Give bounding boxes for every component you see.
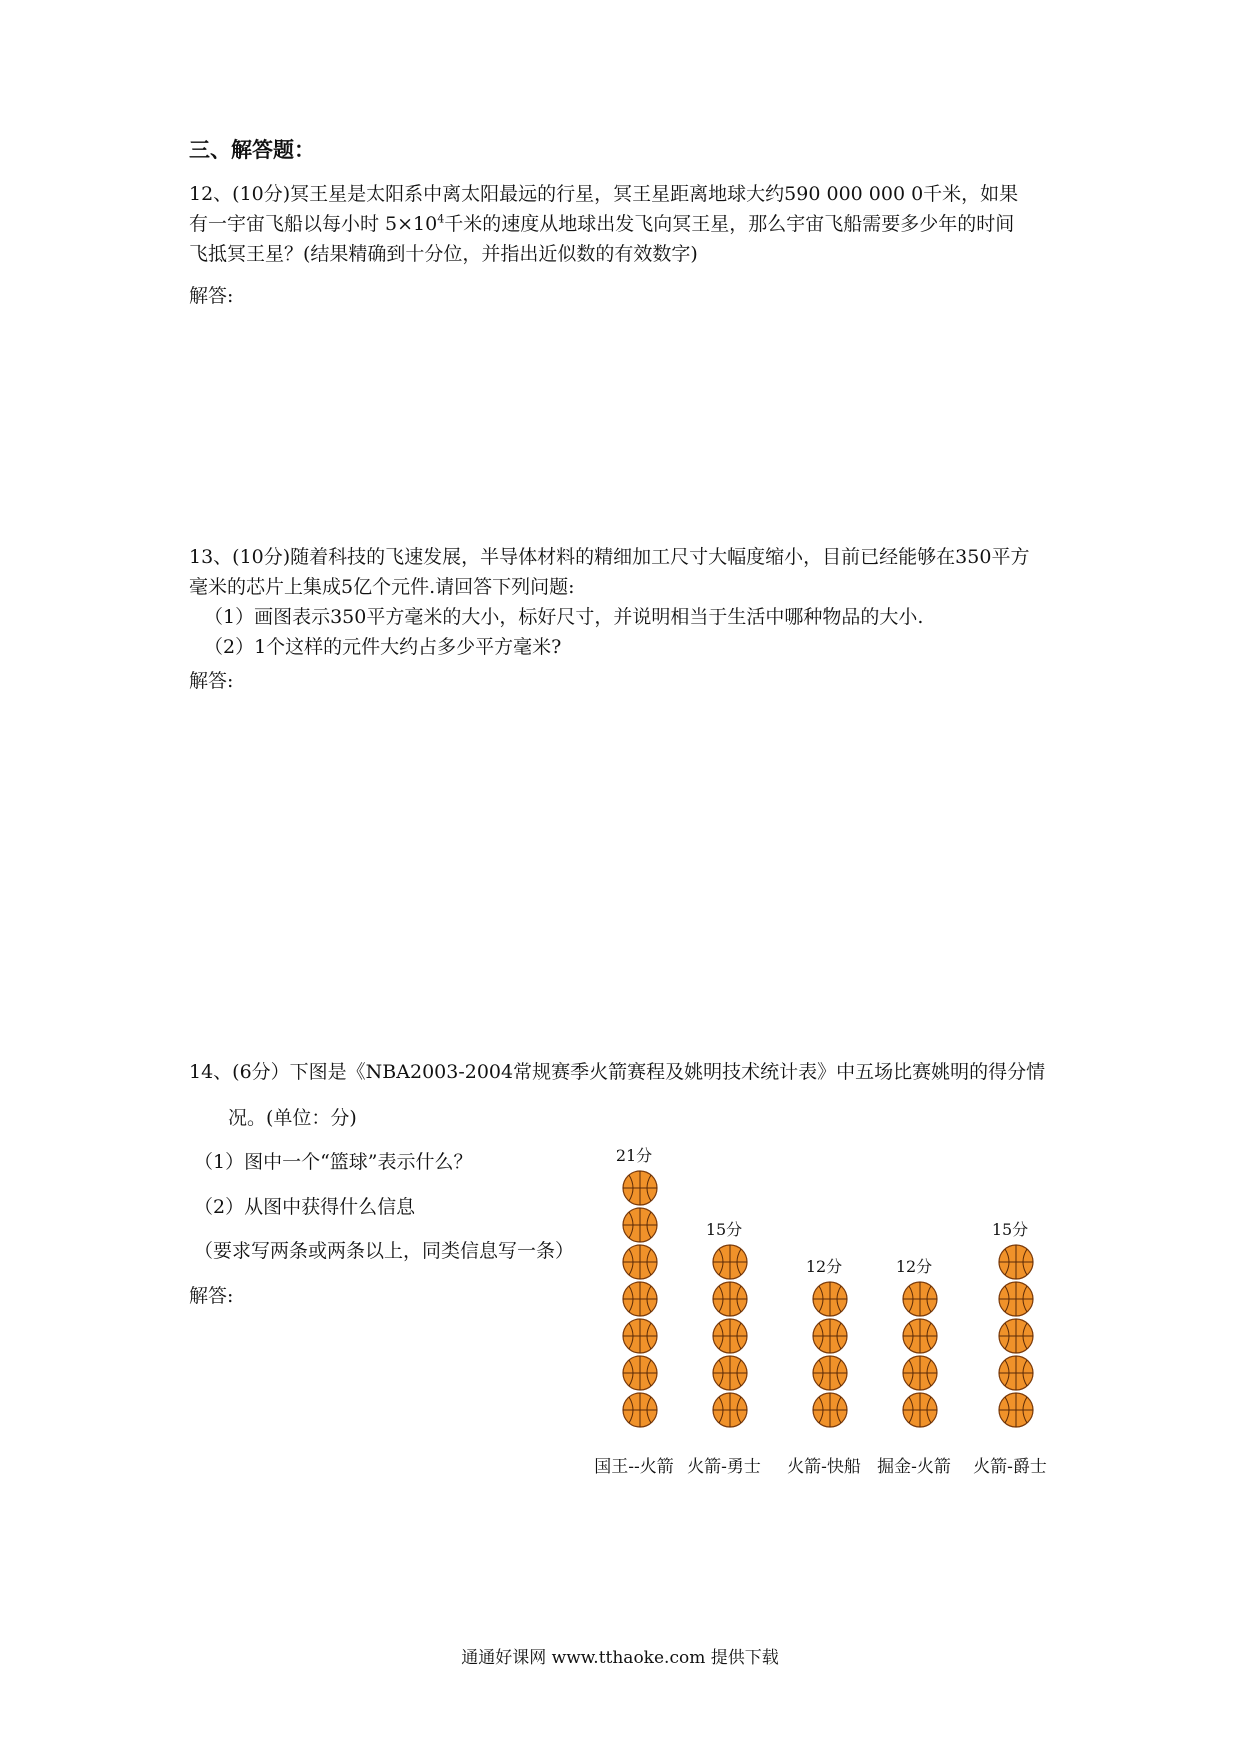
score-label: 12分 [895, 1257, 933, 1276]
q12-exponent: 4 [437, 212, 445, 226]
basketball-icon [623, 1319, 657, 1353]
q12-line3: 飞抵冥王星？(结果精确到十分位，并指出近似数的有效数字) [189, 243, 698, 265]
basketball-icon [999, 1356, 1033, 1390]
basketball-icon [813, 1356, 847, 1390]
q14-sub2: （2）从图中获得什么信息 [194, 1196, 416, 1218]
q14-answer-label: 解答: [189, 1285, 234, 1307]
basketball-icon [623, 1393, 657, 1427]
score-label: 15分 [991, 1220, 1029, 1239]
footer: 通通好课网 www.tthaoke.com 提供下载 [461, 1648, 779, 1668]
q14-line2: 况。(单位：分) [228, 1107, 357, 1129]
q13-line2: 毫米的芯片上集成5亿个元件.请回答下列问题: [189, 576, 575, 598]
q13-sub1: （1）画图表示350平方毫米的大小，标好尺寸，并说明相当于生活中哪种物品的大小. [204, 606, 924, 628]
score-label: 21分 [615, 1146, 653, 1165]
category-label: 国王--火箭 [594, 1457, 674, 1477]
q14-sub1: （1）图中一个“篮球”表示什么？ [194, 1151, 473, 1173]
basketball-icon [999, 1393, 1033, 1427]
q13-line1: 13、(10分)随着科技的飞速发展，半导体材料的精细加工尺寸大幅度缩小，目前已经能够在350平方 [189, 546, 1030, 568]
basketball-icon [999, 1245, 1033, 1279]
basketball-icon [903, 1319, 937, 1353]
q12-answer-label: 解答: [189, 285, 234, 307]
basketball-icon [813, 1319, 847, 1353]
basketball-icon [903, 1393, 937, 1427]
basketball-icon [903, 1356, 937, 1390]
q12-line1: 12、(10分)冥王星是太阳系中离太阳最远的行星，冥王星距离地球大约590 000 000 0千米，如果 [189, 183, 1019, 205]
basketball-icon [713, 1393, 747, 1427]
q13-sub2: （2）1个这样的元件大约占多少平方毫米? [204, 636, 562, 658]
basketball-icon [623, 1171, 657, 1205]
basketball-icon [713, 1356, 747, 1390]
section-title: 三、解答题： [189, 137, 315, 162]
q12-line2-pre: 有一宇宙飞船以每小时 5×10 [189, 213, 438, 235]
q14-line1: 14、(6分）下图是《NBA2003-2004常规赛季火箭赛程及姚明技术统计表》中五场比赛姚明的得分情 [189, 1061, 1046, 1083]
score-label: 12分 [805, 1257, 843, 1276]
q12-line2-post: 千米的速度从地球出发飞向冥王星，那么宇宙飞船需要多少年的时间 [444, 213, 1015, 235]
basketball-icon [903, 1282, 937, 1316]
category-label: 火箭-快船 [787, 1457, 861, 1477]
basketball-icon [623, 1245, 657, 1279]
category-label: 火箭-爵士 [973, 1457, 1047, 1477]
basketball-icon [713, 1282, 747, 1316]
q14-sub3: （要求写两条或两条以上，同类信息写一条） [194, 1240, 575, 1262]
basketball-icon [713, 1245, 747, 1279]
category-label: 火箭-勇士 [687, 1457, 761, 1477]
basketball-icon [623, 1208, 657, 1242]
pictograph-chart [585, 1120, 1065, 1490]
basketball-icon [623, 1356, 657, 1390]
basketball-icon [999, 1282, 1033, 1316]
q12-line2 [189, 209, 1014, 239]
basketball-icon [813, 1282, 847, 1316]
basketball-icon [623, 1282, 657, 1316]
category-label: 掘金-火箭 [877, 1457, 951, 1477]
basketball-icon [713, 1319, 747, 1353]
score-label: 15分 [705, 1220, 743, 1239]
basketball-icon [999, 1319, 1033, 1353]
q13-answer-label: 解答: [189, 670, 234, 692]
basketball-icon [813, 1393, 847, 1427]
